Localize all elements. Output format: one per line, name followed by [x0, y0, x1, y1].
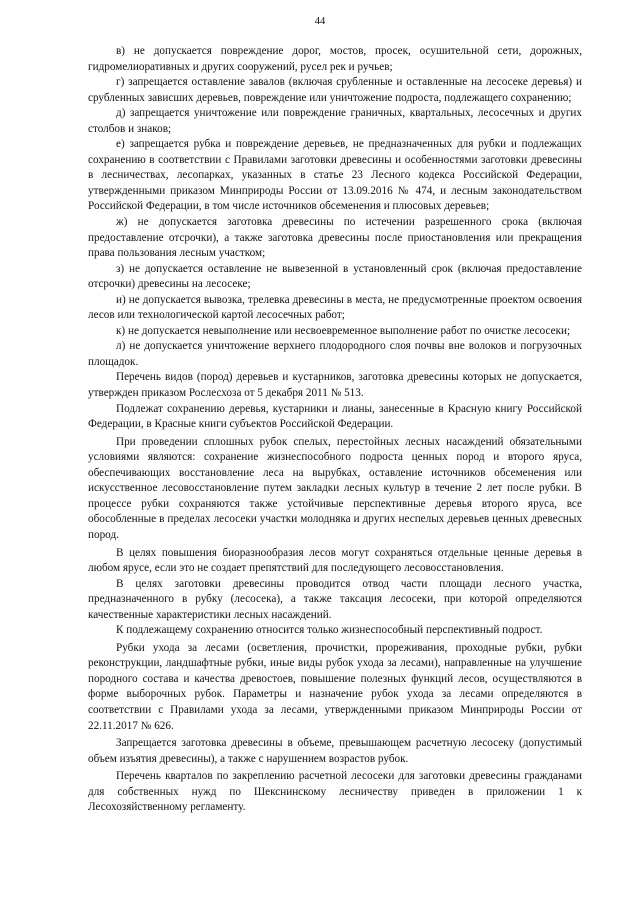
paragraph-thinning: Рубки ухода за лесами (осветления, прочистки, прореживания, проходные рубки, рубки реконструкции, ландшафтные рубки, иные виды рубок ухода за лесами), направленные на улучшение породного состава и качества древостоев, повышение полезных функций лесов, осуществляются в форме выборочных рубок. Параметры и назначение рубок ухода за лесами определяются в соответствии с Правилами ухода за лесами, утвержденными приказом Минприроды России от 22.11.2017 № 626. [88, 641, 582, 732]
paragraph-v: в) не допускается повреждение дорог, мостов, просек, осушительной сети, дорожных, гидромелиоративных и других сооружений, русел рек и ручьев; [88, 45, 582, 73]
paragraph-undergrowth: К подлежащему сохранению относится только жизнеспособный перспективный подрост. [116, 624, 543, 637]
paragraph-species-list: Перечень видов (пород) деревьев и кустарников, заготовка древесины которых не допускается, утвержден приказом Рослесхоза от 5 декабря 2011 № 513. [88, 371, 582, 400]
paragraph-i: и) не допускается вывозка, трелевка древесины в места, не предусмотренные проектом освоения лесов или технологической картой лесосечных работ; [88, 293, 582, 322]
paragraph-biodiversity: В целях повышения биоразнообразия лесов могут сохраняться отдельные ценные деревья в любом ярусе, если это не создает препятствий для последующего лесовосстановления. [88, 546, 582, 575]
document-body [88, 44, 582, 816]
paragraph-red-book: Подлежат сохранению деревья, кустарники и лианы, занесенные в Красную книгу Российской Федерации, в Красные книги субъектов Российской Федерации. [88, 402, 582, 431]
paragraph-g: г) запрещается оставление завалов (включая срубленные и оставленные на лесосеке деревья) и срубленных зависших деревьев, повреждение или уничтожение подроста, подлежащего сохранению; [88, 76, 582, 104]
page-number: 44 [314, 16, 326, 27]
paragraph-clear-cutting: При проведении сплошных рубок спелых, перестойных лесных насаждений обязательными условиями являются: сохранение жизнеспособного подроста ценных пород и второго яруса, обеспечивающих восстановление леса на вырубках, оставление источников обсеменения или искусственное лесовосстановление путем закладки лесных культур в течение 2 лет после рубки. В процессе рубки сохраняются также устойчивые перспективные деревья второго яруса, все обособленные в пределах лесосеки участки молодняка и других неспелых деревьев ценных древесных пород. [88, 435, 582, 541]
paragraph-zh: ж) не допускается заготовка древесины по истечении разрешенного срока (включая предоставление отсрочки), а также заготовка древесины после приостановления или прекращения права пользования лесным участком; [88, 216, 582, 260]
paragraph-l: л) не допускается уничтожение верхнего плодородного слоя почвы вне волоков и погрузочных площадок. [88, 340, 582, 368]
paragraph-e: е) запрещается рубка и повреждение деревьев, не предназначенных для рубки и подлежащих сохранению в соответствии с Правилами заготовки древесины и особенностями заготовки древесины в лесничествах, лесопарках, указанных в статье 23 Лесного кодекса Российской Федерации, утвержденными приказом Минприроды России от 13.09.2016 № 474, и лесным законодательством Российской Федерации, в том числе источников обсеменения и плюсовых деревьев; [88, 138, 582, 213]
paragraph-k: к) не допускается невыполнение или несвоевременное выполнение работ по очистке лесосеки; [116, 324, 571, 337]
paragraph-allotment: В целях заготовки древесины проводится отвод части площади лесного участка, предназначенного в рубку (лесосека), а также таксация лесосеки, при которой определяются качественные характеристики лесных насаждений. [88, 577, 582, 621]
paragraph-quarters-list: Перечень кварталов по закреплению расчетной лесосеки для заготовки древесины гражданами для собственных нужд по Шекснинскому лесничеству приведен в приложении 1 к Лесохозяйственному регламенту. [88, 770, 582, 814]
paragraph-z: з) не допускается оставление не вывезенной в установленный срок (включая предоставление отсрочки) древесины на лесосеке; [88, 262, 582, 291]
paragraph-d: д) запрещается уничтожение или повреждение граничных, квартальных, лесосечных и других столбов и знаков; [88, 107, 582, 135]
paragraph-volume-limit: Запрещается заготовка древесины в объеме, превышающем расчетную лесосеку (допустимый объем изъятия древесины), а также с нарушением возрастов рубок. [88, 737, 582, 765]
